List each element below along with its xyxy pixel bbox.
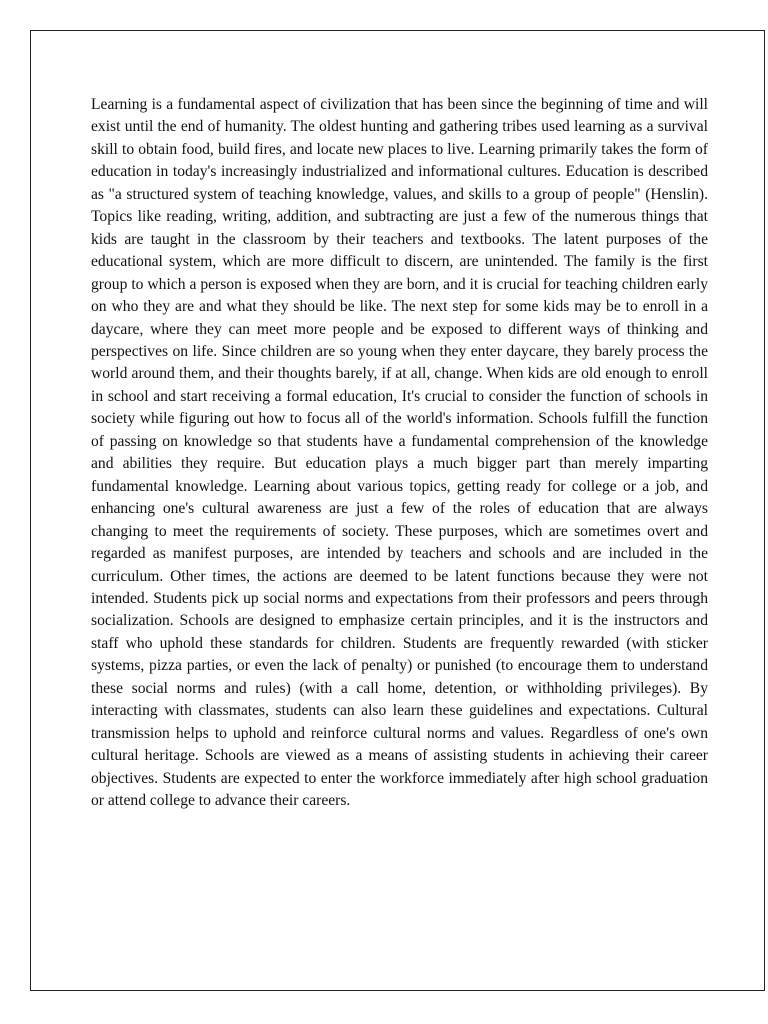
essay-paragraph: Learning is a fundamental aspect of civilization that has been since the beginning of time and will exist until the end of humanity. The oldest hunting and gathering tribes used learning as a survival skill to obtain food, build fires, and locate new places to live. Learning primarily takes the form of education in today's increasingly industrialized and informational cultures. Education is described as "a structured system of teaching knowledge, values, and skills to a group of people" (Henslin). Topics like reading, writing, addition, and subtracting are just a few of the numerous things that kids are taught in the classroom by their teachers and textbooks. The latent purposes of the educational system, which are more difficult to discern, are unintended. The family is the first group to which a person is exposed when they are born, and it is crucial for teaching children early on who they are and what they should be like. The next step for some kids may be to enroll in a daycare, where they can meet more people and be exposed to different ways of thinking and perspectives on life. Since children are so young when they enter daycare, they barely process the world around them, and their thoughts barely, if at all, change. When kids are old enough to enroll in school and start receiving a formal education, It's crucial to consider the function of schools in society while figuring out how to focus all of the world's information. Schools fulfill the function of passing on knowledge so that students have a fundamental comprehension of the knowledge and abilities they require. But education plays a much bigger part than merely imparting fundamental knowledge. Learning about various topics, getting ready for college or a job, and enhancing one's cultural awareness are just a few of the roles of education that are always changing to meet the requirements of society. These purposes, which are sometimes overt and regarded as manifest purposes, are intended by teachers and schools and are included in the curriculum. Other times, the actions are deemed to be latent functions because they were not intended. Students pick up social norms and expectations from their professors and peers through socialization. Schools are designed to emphasize certain principles, and it is the instructors and staff who uphold these standards for children. Students are frequently rewarded (with sticker systems, pizza parties, or even the lack of penalty) or punished (to encourage them to understand these social norms and rules) (with a call home, detention, or withholding privileges). By interacting with classmates, students can also learn these guidelines and expectations. Cultural transmission helps to uphold and reinforce cultural norms and values. Regardless of one's own cultural heritage. Schools are viewed as a means of assisting students in achieving their career objectives. Students are expected to enter the workforce immediately after high school graduation or attend college to advance their careers.	[91, 96, 708, 810]
document-page	[30, 30, 765, 991]
